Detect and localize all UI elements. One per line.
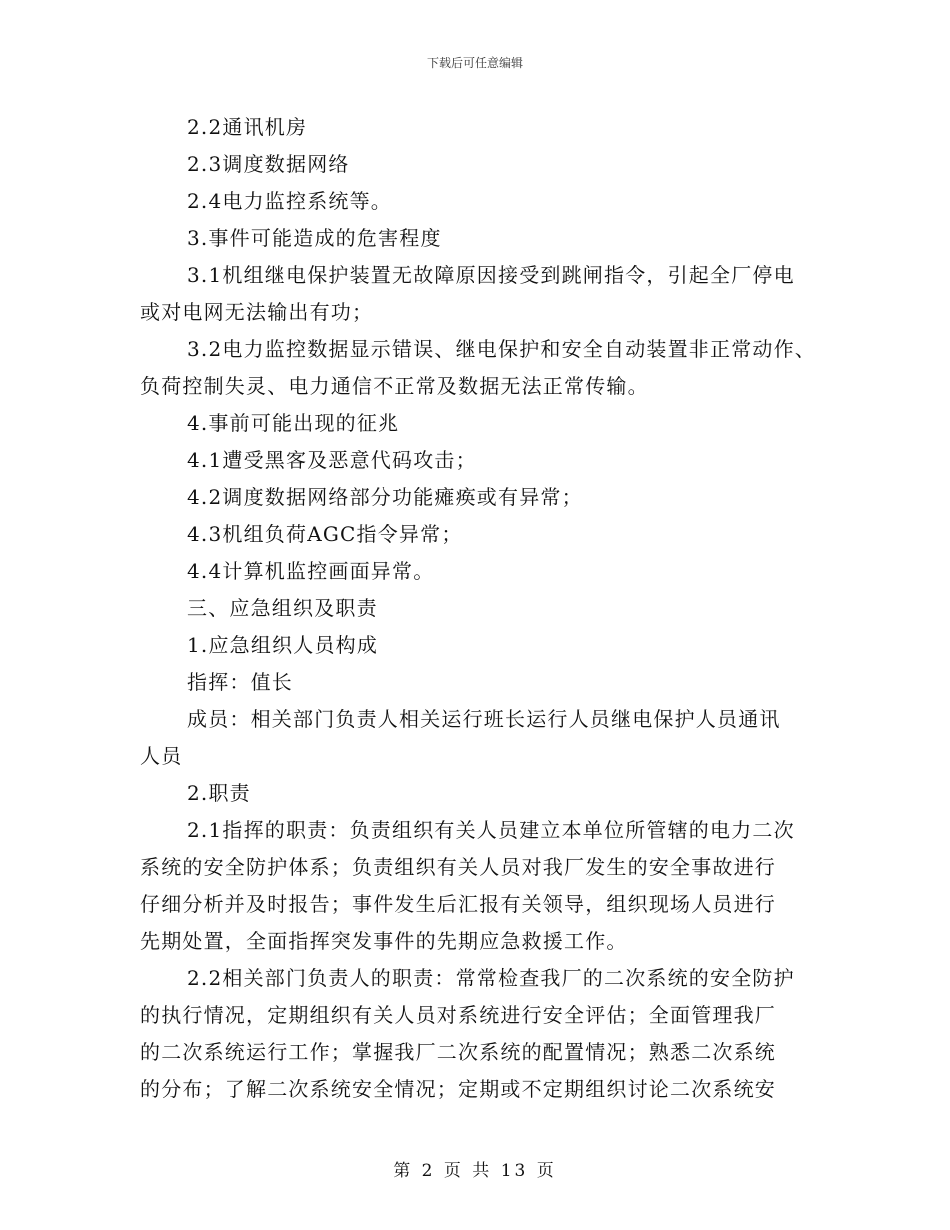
text-line: 的分布；了解二次系统安全情况；定期或不定期组织讨论二次系统安 [140, 1077, 776, 1101]
text-line: 4.2调度数据网络部分功能瘫痪或有异常； [187, 485, 583, 509]
text-line: 4.3机组负荷AGC指令异常； [187, 522, 463, 546]
text-line: 系统的安全防护体系；负责组织有关人员对我厂发生的安全事故进行 [140, 855, 776, 879]
text-line: 人员 [140, 744, 183, 768]
text-line: 仔细分析并及时报告；事件发生后汇报有关领导，组织现场人员进行 [140, 892, 776, 916]
text-line: 2.2通讯机房 [187, 115, 308, 139]
text-line: 3.2电力监控数据显示错误、继电保护和安全自动装置非正常动作、 [187, 337, 817, 361]
text-line: 2.2相关部门负责人的职责：常常检查我厂的二次系统的安全防护 [187, 966, 795, 990]
page-footer: 第 2 页 共 13 页 [393, 1161, 557, 1181]
text-line: 2.3调度数据网络 [187, 152, 350, 176]
text-line: 3.1机组继电保护装置无故障原因接受到跳闸指令，引起全厂停电 [187, 263, 795, 287]
text-line: 的二次系统运行工作；掌握我厂二次系统的配置情况；熟悉二次系统 [140, 1040, 776, 1064]
text-line: 先期处置，全面指挥突发事件的先期应急救援工作。 [140, 929, 628, 953]
text-line: 2.职责 [187, 781, 251, 805]
text-line: 4.事前可能出现的征兆 [187, 411, 400, 435]
text-line: 4.4计算机监控画面异常。 [187, 559, 435, 583]
text-line: 负荷控制失灵、电力通信不正常及数据无法正常传输。 [140, 374, 649, 398]
page-header: 下载后可任意编辑 [426, 56, 523, 70]
section-heading: 三、应急组织及职责 [187, 596, 378, 620]
text-line: 1.应急组织人员构成 [187, 633, 379, 657]
document-body [140, 112, 830, 1111]
text-line: 的执行情况，定期组织有关人员对系统进行安全评估；全面管理我厂 [140, 1003, 776, 1027]
text-line: 4.1遭受黑客及恶意代码攻击； [187, 448, 477, 472]
text-line: 2.1指挥的职责：负责组织有关人员建立本单位所管辖的电力二次 [187, 818, 795, 842]
text-line: 指挥：值长 [187, 670, 293, 694]
text-line: 2.4电力监控系统等。 [187, 189, 393, 213]
text-line: 3.事件可能造成的危害程度 [187, 226, 442, 250]
text-line: 成员：相关部门负责人相关运行班长运行人员继电保护人员通讯 [187, 707, 781, 731]
text-line: 或对电网无法输出有功； [140, 300, 374, 324]
